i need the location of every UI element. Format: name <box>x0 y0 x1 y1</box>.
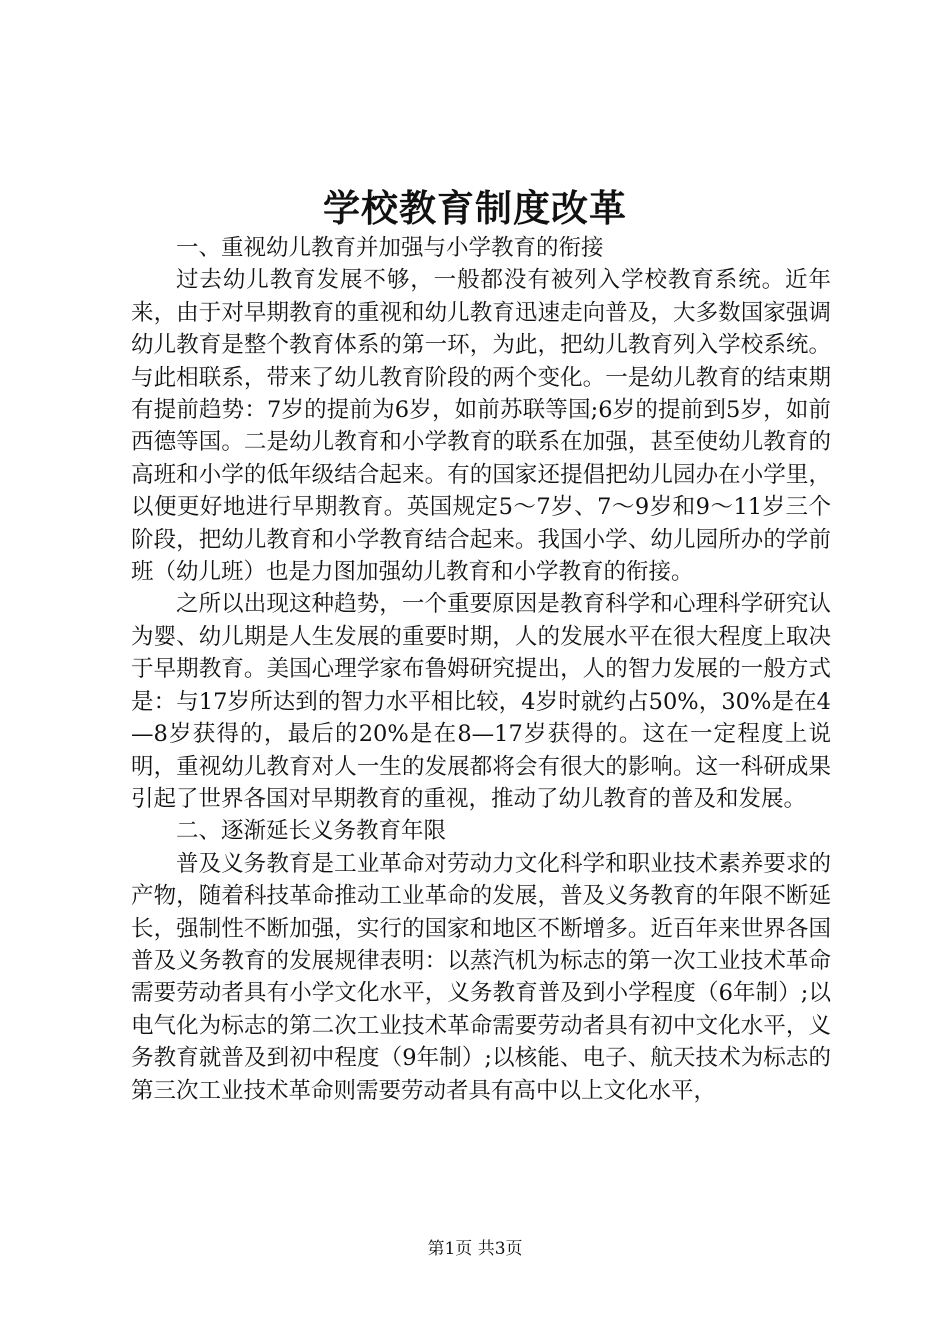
page-number-footer: 第1页 共3页 <box>427 1239 523 1259</box>
paragraph-3: 普及义务教育是工业革命对劳动力文化科学和职业技术素养要求的产物，随着科技革命推动工业革命的发展，普及义务教育的年限不断延长，强制性不断加强，实行的国家和地区不断增多。近百年来世界各国普及义务教育的发展规律表明：以蒸汽机为标志的第一次工业技术革命需要劳动者具有小学文化水平，义务教育普及到小学程度（6年制）;以电气化为标志的第二次工业技术革命需要劳动者具有初中文化水平，义务教育就普及到初中程度（9年制）;以核能、电子、航天技术为标志的第三次工业技术革命则需要劳动者具有高中以上文化水平， <box>131 850 831 1104</box>
paragraph-2: 之所以出现这种趋势，一个重要原因是教育科学和心理科学研究认为婴、幼儿期是人生发展的重要时期，人的发展水平在很大程度上取决于早期教育。美国心理学家布鲁姆研究提出，人的智力发展的一般方式是：与17岁所达到的智力水平相比较，4岁时就约占50%，30%是在4—8岁获得的，最后的20%是在8—17岁获得的。这在一定程度上说明，重视幼儿教育对人一生的发展都将会有很大的影响。这一科研成果引起了世界各国对早期教育的重视，推动了幼儿教育的普及和发展。 <box>131 591 831 812</box>
document-title: 学校教育制度改革 <box>323 186 627 230</box>
paragraph-1: 过去幼儿教育发展不够，一般都没有被列入学校教育系统。近年来，由于对早期教育的重视和幼儿教育迅速走向普及，大多数国家强调幼儿教育是整个教育体系的第一环，为此，把幼儿教育列入学校系统。与此相联系，带来了幼儿教育阶段的两个变化。一是幼儿教育的结束期有提前趋势：7岁的提前为6岁，如前苏联等国;6岁的提前到5岁，如前西德等国。二是幼儿教育和小学教育的联系在加强，甚至使幼儿教育的高班和小学的低年级结合起来。有的国家还提倡把幼儿园办在小学里，以便更好地进行早期教育。英国规定5～7岁、7～9岁和9～11岁三个阶段，把幼儿教育和小学教育结合起来。我国小学、幼儿园所办的学前班（幼儿班）也是力图加强幼儿教育和小学教育的衔接。 <box>131 267 831 586</box>
section-heading-1: 一、重视幼儿教育并加强与小学教育的衔接 <box>176 235 604 261</box>
section-heading-2: 二、逐渐延长义务教育年限 <box>176 818 447 845</box>
document-body <box>131 232 831 1107</box>
